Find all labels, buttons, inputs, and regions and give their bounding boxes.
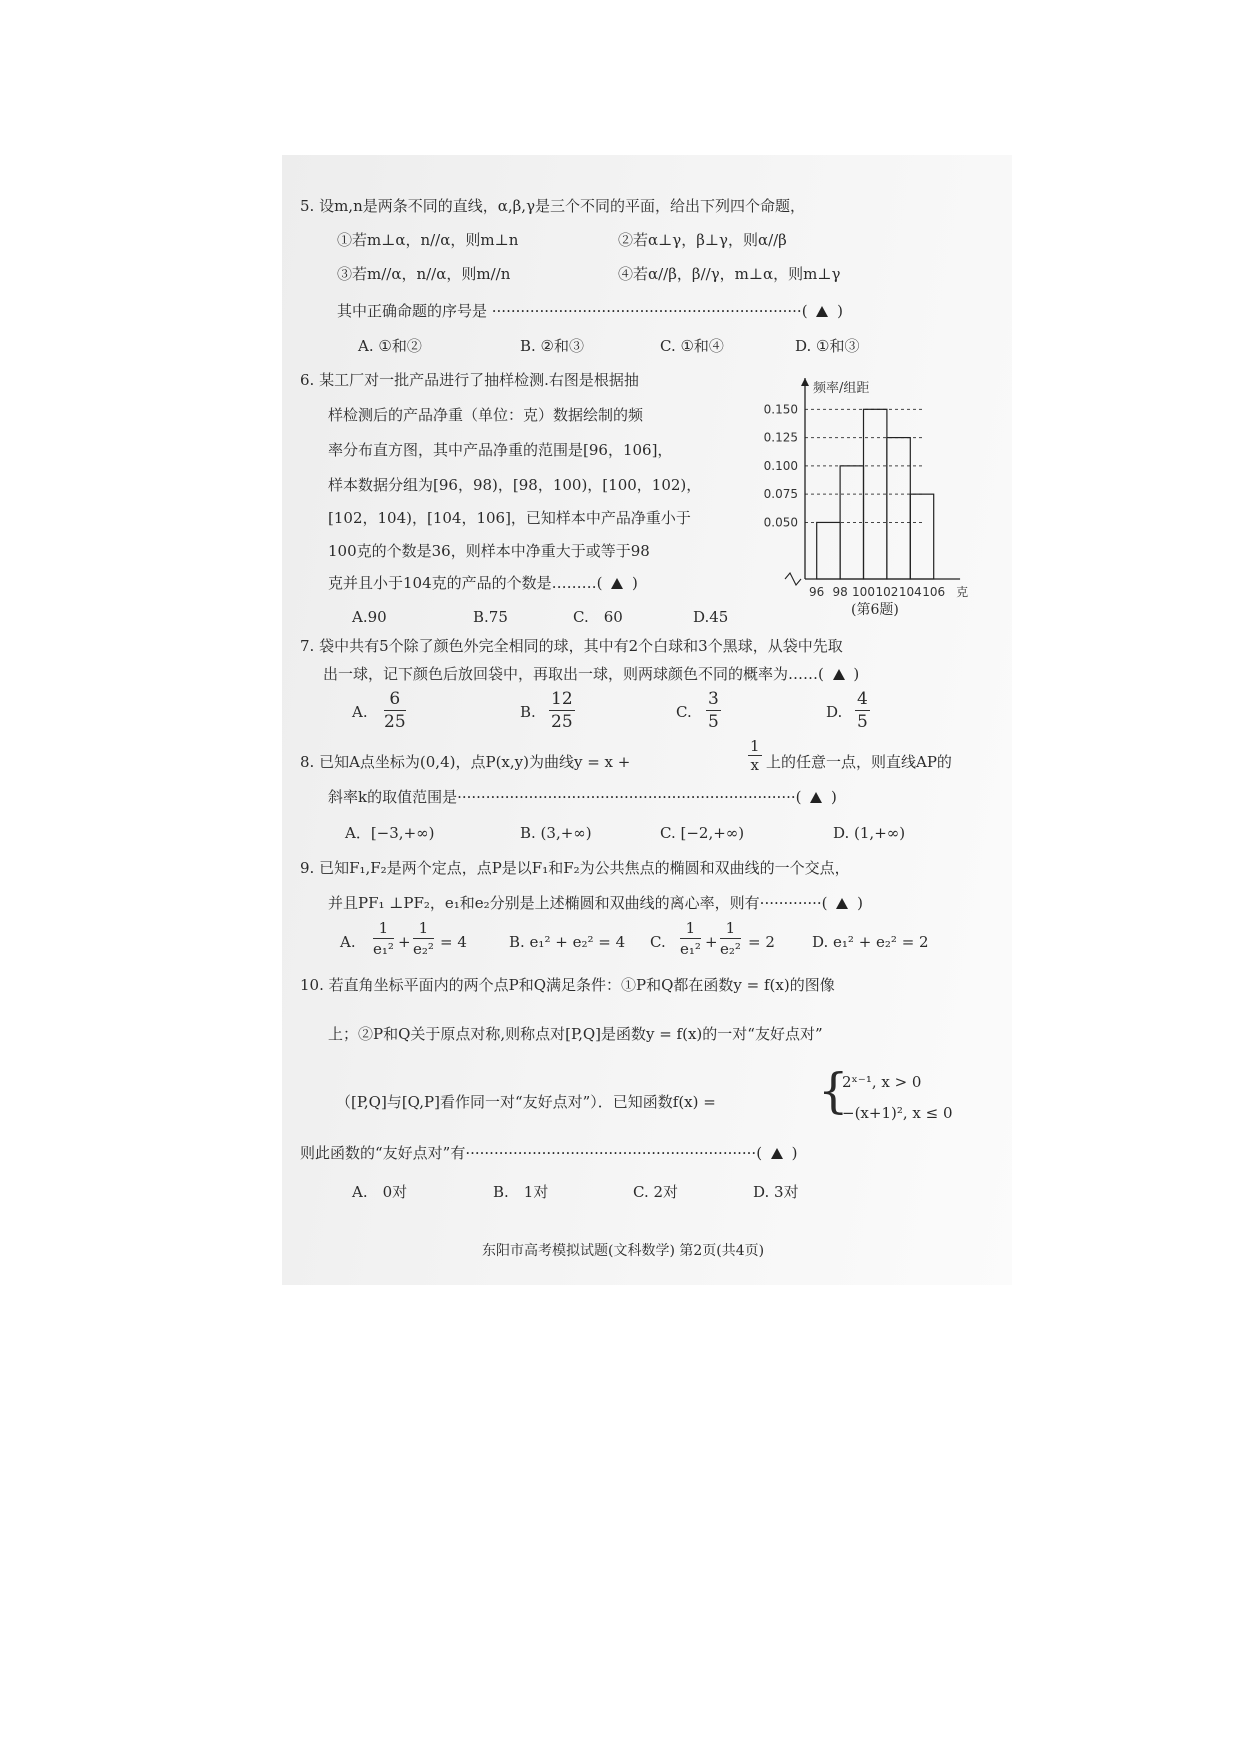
q7-option-c-label: C. <box>676 703 692 721</box>
q8-line-1-post: 上的任意一点，则直线AP的 <box>766 753 952 771</box>
y-tick-label: 0.150 <box>763 402 798 417</box>
q8-frac-den: x <box>750 756 759 774</box>
answer-triangle-icon <box>833 669 845 680</box>
q7-option-a-num: 6 <box>384 688 406 711</box>
q9-a-f2-num: 1 <box>413 918 434 939</box>
histogram-bar-1 <box>817 522 840 579</box>
q8-option-c: C. [−2,+∞) <box>660 824 745 842</box>
q9-a-f1-den: e₁² <box>373 940 394 958</box>
q9-option-c-plus: + <box>705 933 718 951</box>
x-tick-label: 104 <box>898 585 922 599</box>
q6-option-c: C. 60 <box>573 608 623 626</box>
q10-option-b: B. 1对 <box>493 1183 549 1201</box>
q5-stem: 5. 设m,n是两条不同的直线，α,β,γ是三个不同的平面，给出下列四个命题， <box>300 197 806 215</box>
q10-piecewise-brace: { <box>818 1063 849 1119</box>
q9-line-2 <box>328 893 863 913</box>
q7-option-d-fraction <box>855 688 870 733</box>
q8-close: ) <box>831 788 837 806</box>
q8-option-d: D. (1,+∞) <box>833 824 906 842</box>
answer-triangle-icon <box>611 578 623 589</box>
answer-triangle-icon <box>816 306 828 317</box>
x-tick-label: 102 <box>875 585 899 599</box>
q9-c-f2-num: 1 <box>720 918 741 939</box>
y-tick-label: 0.075 <box>763 487 798 502</box>
q5-option-b: B. ②和③ <box>520 337 585 355</box>
q9-c-f1-num: 1 <box>680 918 701 939</box>
q5-proposition-1: ①若m⊥α，n//α，则m⊥n <box>337 231 519 249</box>
q7-line-1: 7. 袋中共有5个除了颜色外完全相同的球，其中有2个白球和3个黑球，从袋中先取 <box>300 637 843 655</box>
answer-triangle-icon <box>836 898 848 909</box>
q7-line-2 <box>323 664 859 684</box>
q9-option-c-frac-1 <box>680 918 701 959</box>
q8-line-1-pre: 8. 已知A点坐标为(0,4)，点P(x,y)为曲线y = x + <box>300 753 631 771</box>
x-tick-label: 100 <box>852 585 875 599</box>
q7-option-b-num: 12 <box>551 689 573 709</box>
q6-figure-caption: (第6题) <box>851 602 899 618</box>
x-tick-label: 96 <box>809 585 825 599</box>
q7-option-c-fraction <box>706 688 721 733</box>
q7-close: ) <box>853 665 860 683</box>
frequency-histogram <box>712 378 974 618</box>
q9-option-a-plus: + <box>398 933 411 951</box>
q10-line-1: 10. 若直角坐标平面内的两个点P和Q满足条件：①P和Q都在函数y = f(x)的图像 <box>300 976 835 994</box>
histogram-bar-4 <box>887 438 910 579</box>
q5-proposition-3: ③若m//α，n//α，则m//n <box>337 265 511 283</box>
histogram-bar-5 <box>910 494 933 579</box>
q6-line-7 <box>328 573 638 593</box>
y-axis-arrow <box>801 378 809 386</box>
answer-triangle-icon <box>771 1148 783 1159</box>
q10-close: ) <box>791 1144 798 1162</box>
q7-option-a-den: 25 <box>384 712 406 732</box>
y-tick-label: 0.050 <box>763 515 798 530</box>
q6-line-7-text: 克并且小于104克的产品的个数是………( <box>328 574 603 592</box>
q7-option-c-den: 5 <box>708 712 719 732</box>
q10-case-1: 2ˣ⁻¹, x > 0 <box>842 1073 922 1091</box>
q5-option-c: C. ①和④ <box>660 337 724 355</box>
q6-line-6: 100克的个数是36，则样本中净重大于或等于98 <box>328 542 650 560</box>
q5-option-d: D. ①和③ <box>795 337 860 355</box>
q10-option-d: D. 3对 <box>753 1183 799 1201</box>
q5-prompt <box>337 301 843 321</box>
q6-option-d: D.45 <box>693 608 729 626</box>
q9-c-f1-den: e₁² <box>680 940 701 958</box>
q8-line-2-text: 斜率k的取值范围是·······································································( <box>328 788 802 806</box>
q9-line-1: 9. 已知F₁,F₂是两个定点，点P是以F₁和F₂为公共焦点的椭圆和双曲线的一个交点， <box>300 859 850 877</box>
q10-case-2: −(x+1)², x ≤ 0 <box>842 1104 953 1122</box>
q9-c-f2-den: e₂² <box>720 940 741 958</box>
q6-line-5: [102，104)，[104，106]，已知样本中产品净重小于 <box>328 509 691 527</box>
q6-line-1: 6. 某工厂对一批产品进行了抽样检测.右图是根据抽 <box>300 371 639 389</box>
q7-option-b-den: 25 <box>551 712 573 732</box>
y-tick-label: 0.100 <box>763 458 798 473</box>
axis-break-mark <box>785 573 801 585</box>
q9-option-a-label: A. <box>340 933 356 951</box>
q9-a-f2-den: e₂² <box>413 940 434 958</box>
q9-option-d: D. e₁² + e₂² = 2 <box>812 933 929 951</box>
q9-option-a-frac-2 <box>413 918 434 959</box>
q6-option-b: B.75 <box>473 608 508 626</box>
q10-line-4-text: 则此函数的“友好点对”有·····························································( <box>300 1144 763 1162</box>
q7-option-a-label: A. <box>352 703 368 721</box>
y-tick-label: 0.125 <box>763 430 798 445</box>
q7-option-d-den: 5 <box>857 712 868 732</box>
x-axis-label: 克 <box>956 585 969 599</box>
q10-line-2: 上；②P和Q关于原点对称,则称点对[P,Q]是函数y = f(x)的一对“友好点对” <box>328 1025 823 1043</box>
q8-line-1 <box>300 752 630 772</box>
q10-line-3: （[P,Q]与[Q,P]看作同一对“友好点对”）．已知函数f(x) = <box>336 1093 716 1111</box>
y-axis-label: 频率/组距 <box>813 381 870 396</box>
q5-proposition-2: ②若α⊥γ，β⊥γ，则α//β <box>618 231 787 249</box>
q9-a-f1-num: 1 <box>373 918 394 939</box>
q7-option-b-label: B. <box>520 703 536 721</box>
page-footer: 东阳市高考模拟试题(文科数学) 第2页(共4页) <box>482 1243 765 1259</box>
q9-option-a-eq: = 4 <box>440 933 467 951</box>
q7-option-c-num: 3 <box>708 689 719 709</box>
q10-option-c: C. 2对 <box>633 1183 679 1201</box>
q9-line-2-text: 并且PF₁ ⊥PF₂，e₁和e₂分别是上述椭圆和双曲线的离心率，则有·············( <box>328 894 828 912</box>
x-tick-label: 98 <box>832 585 848 599</box>
q7-option-d-num: 4 <box>857 689 868 709</box>
q7-option-b-fraction <box>549 688 575 733</box>
q8-fraction <box>748 737 762 774</box>
q6-close: ) <box>632 574 638 592</box>
q5-option-a: A. ①和② <box>358 337 422 355</box>
q8-option-b: B. (3,+∞) <box>520 824 592 842</box>
answer-triangle-icon <box>810 792 822 803</box>
x-tick-label: 106 <box>922 585 946 599</box>
q8-frac-num: 1 <box>750 737 760 755</box>
q6-line-2: 样检测后的产品净重（单位：克）数据绘制的频 <box>328 406 644 424</box>
q9-option-c-label: C. <box>650 933 666 951</box>
q5-close: ) <box>837 302 843 320</box>
q9-option-b: B. e₁² + e₂² = 4 <box>509 933 626 951</box>
q7-option-d-label: D. <box>826 703 843 721</box>
q6-line-4: 样本数据分组为[96，98)，[98，100)，[100，102)， <box>328 476 702 494</box>
q6-line-3: 率分布直方图，其中产品净重的范围是[96，106]， <box>328 441 673 459</box>
q8-option-a: A．[−3,+∞) <box>345 824 435 842</box>
q7-line-2-text: 出一球，记下颜色后放回袋中，再取出一球，则两球颜色不同的概率为……( <box>323 665 824 683</box>
q5-proposition-4: ④若α//β，β//γ，m⊥α，则m⊥γ <box>618 265 841 283</box>
q9-option-c-frac-2 <box>720 918 741 959</box>
q8-line-2 <box>328 787 837 807</box>
q6-option-a: A.90 <box>352 608 387 626</box>
q7-option-a-fraction <box>384 688 406 733</box>
q5-prompt-text: 其中正确命题的序号是 ·································································( <box>337 302 808 320</box>
q9-close: ) <box>857 894 863 912</box>
q10-line-4 <box>300 1143 797 1163</box>
q10-option-a: A. 0对 <box>352 1183 408 1201</box>
q9-option-a-frac-1 <box>373 918 394 959</box>
q9-option-c-eq: = 2 <box>748 933 775 951</box>
